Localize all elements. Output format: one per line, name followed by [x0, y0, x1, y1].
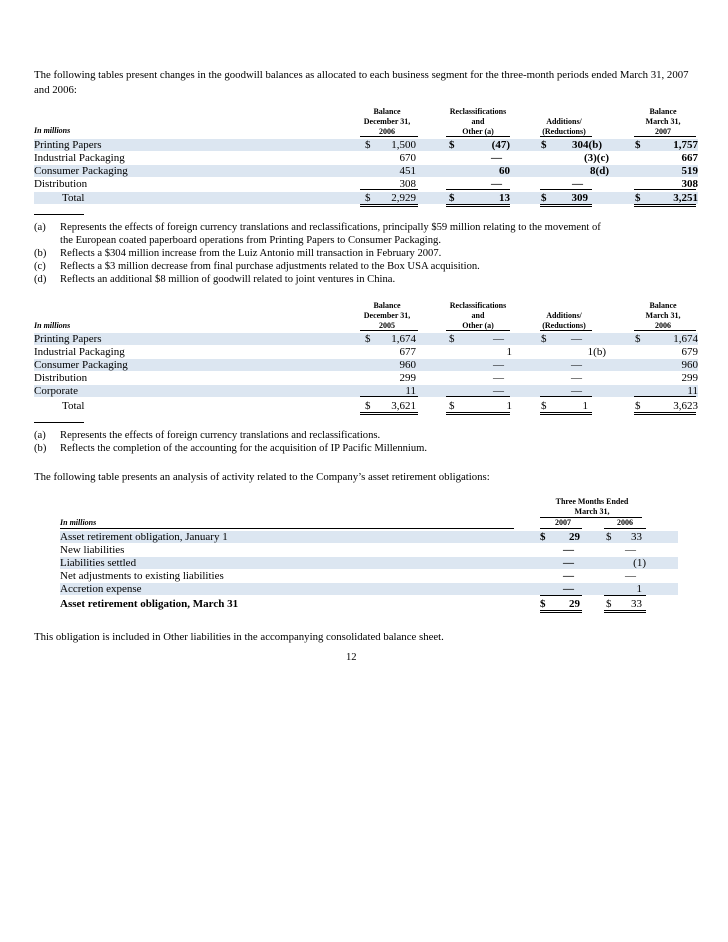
in-millions-label: In millions: [34, 126, 71, 135]
closing-paragraph: This obligation is included in Other liabilities in the accompanying consolidated balance sheet.: [34, 631, 444, 643]
header-balance-dec-2006: Balance December 31, 2006: [363, 107, 411, 136]
header-2006: 2006: [617, 518, 633, 527]
table-row: Consumer Packaging 451 60 8(d) 519: [34, 165, 698, 177]
table-row: Asset retirement obligation, January 1 $ 29 $ 33: [60, 531, 678, 543]
header-balance-mar-2007: Balance March 31, 2007: [645, 107, 681, 136]
header-additions: Additions/ (Reductions): [542, 311, 586, 330]
table-row: Industrial Packaging 677 1 1(b) 679: [34, 346, 698, 358]
page-number: 12: [346, 652, 357, 663]
header-balance-dec-2005: Balance December 31, 2005: [363, 301, 411, 330]
header-additions: Additions/ (Reductions): [542, 117, 586, 136]
table-row: Net adjustments to existing liabilities — —: [60, 570, 636, 582]
table-row: Printing Papers $ 1,500 $ (47) $ 304(b) $ 1,757: [34, 139, 698, 151]
in-millions-label: In millions: [60, 518, 97, 527]
header-reclassifications: Reclassifications and Other (a): [449, 301, 507, 330]
table-row-total: Total $ 3,621 $ 1 $ 1 $ 3,623: [62, 400, 698, 412]
intro-paragraph: The following tables present changes in the goodwill balances as allocated to each business segment for the three-month periods ended March 31, 2007 and 2006:: [34, 69, 689, 96]
aro-intro-paragraph: The following table presents an analysis of activity related to the Company’s asset retirement obligations:: [34, 471, 490, 483]
header-balance-mar-2006: Balance March 31, 2006: [645, 301, 681, 330]
table-row: Distribution 299 — — 299: [34, 372, 698, 384]
header-reclassifications: Reclassifications and Other (a): [449, 107, 507, 136]
table-row: Distribution 308 — — 308: [34, 178, 698, 190]
table-row: Consumer Packaging 960 — — 960: [34, 359, 698, 371]
in-millions-label: In millions: [34, 321, 71, 330]
table-row: Corporate 11 — — 11: [34, 385, 698, 397]
footnote-divider: [34, 214, 84, 215]
footnote-divider: [34, 422, 84, 423]
header-three-months-ended: Three Months Ended March 31,: [555, 497, 629, 516]
table-row: Industrial Packaging 670 — (3)(c) 667: [34, 152, 698, 164]
header-2007: 2007: [555, 518, 571, 527]
table-row-total: Asset retirement obligation, March 31 $ 29 $ 33: [60, 598, 642, 610]
table-row: Liabilities settled — (1): [60, 557, 678, 569]
table-row-total: Total $ 2,929 $ 13 $ 309 $ 3,251: [34, 192, 698, 204]
table-row: New liabilities — —: [60, 544, 636, 556]
table-row: Accretion expense — 1: [60, 583, 678, 595]
table-row: Printing Papers $ 1,674 $ — $ — $ 1,674: [34, 333, 698, 345]
